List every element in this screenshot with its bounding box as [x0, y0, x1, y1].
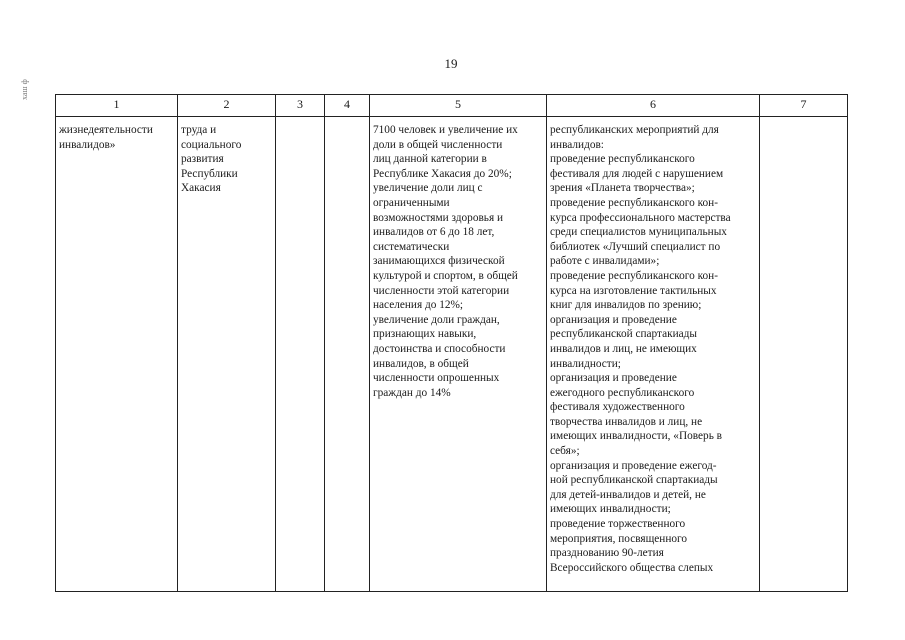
cell-program-name: жизнедеятельности инвалидов» [56, 117, 178, 592]
cell-expected-results: 7100 человек и увеличение их доли в общей численности лиц данной категории в Республике Хакасия до 20%; увеличение доли лиц с ограниченными возможностями здоровья и инвалидов от 6 до 18 лет, систематически занимающихся физической культурой и спортом, в общей численности этой категории населения до 12%; увеличение доли граждан, признающих навыки, достоинства и способности инвалидов, в общей численности опрошенных граждан до 14% [370, 117, 547, 592]
cell-col3 [276, 117, 325, 592]
cell-col4 [325, 117, 370, 592]
side-margin-mark: хаш ф [20, 79, 29, 100]
header-cell-4: 4 [325, 95, 370, 117]
table-row [56, 117, 848, 592]
header-cell-6: 6 [547, 95, 760, 117]
cell-responsible-body: труда и социального развития Республики Хакасия [178, 117, 276, 592]
header-cell-5: 5 [370, 95, 547, 117]
cell-activities: республиканских мероприятий для инвалидов: проведение республиканского фестиваля для людей с нарушением зрения «Планета творчества»; проведение республиканского кон- курса профессионального мастерства среди специалистов муниципальных библиотек «Лучший специалист по работе с инвалидами»; проведение республиканского кон- курса на изготовление тактильных книг для инвалидов по зрению; организация и проведение республиканской спартакиады инвалидов и лиц, не имеющих инвалидности; организация и проведение ежегодного республиканского фестиваля художественного творчества инвалидов и лиц, не имеющих инвалидности, «Поверь в себя»; организация и проведение ежегод- ной республиканской спартакиады для детей-инвалидов и детей, не имеющих инвалидности; проведение торжественного мероприятия, посвященного празднованию 90-летия Всероссийского общества слепых [547, 117, 760, 592]
cell-col7 [760, 117, 848, 592]
header-cell-3: 3 [276, 95, 325, 117]
header-cell-2: 2 [178, 95, 276, 117]
document-table [55, 94, 848, 592]
table-header-row [56, 95, 848, 117]
page-number: 19 [444, 56, 458, 71]
header-cell-1: 1 [56, 95, 178, 117]
header-cell-7: 7 [760, 95, 848, 117]
